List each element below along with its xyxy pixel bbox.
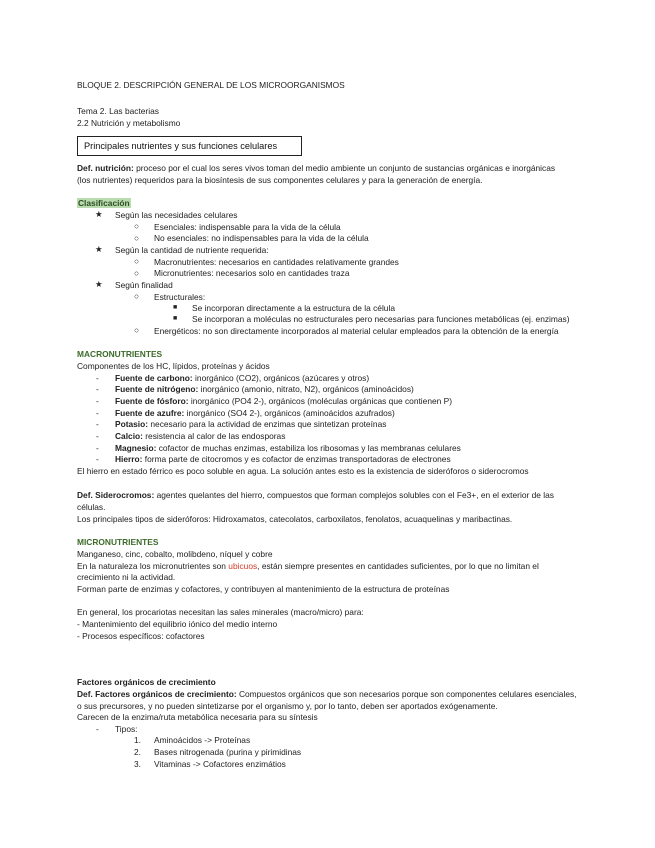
macro-text: resistencia al calor de las endosporas (142, 431, 286, 441)
macro-item-magnesio (115, 443, 461, 453)
square-bullet-icon: ■ (173, 304, 178, 311)
macro-term: Fuente de azufre: (115, 408, 185, 418)
clasificacion-item3: Según finalidad (115, 280, 173, 290)
clasificacion-item2b: Micronutrientes: necesarios solo en cantidades traza (154, 268, 350, 278)
factores-list-item: Bases nitrogenada (purina y pirimidinas (154, 747, 302, 757)
macro-term: Fuente de nitrógeno: (115, 384, 199, 394)
iron-note: El hierro en estado férrico es poco soluble en agua. La solución antes esto es la existencia de sideróforos o siderocromos (77, 466, 529, 476)
dash-bullet-icon: - (96, 408, 99, 418)
clasificacion-item2: Según la cantidad de nutriente requerida: (115, 245, 269, 255)
dash-bullet-icon: - (96, 384, 99, 394)
clasificacion-item1a: Esenciales: indispensable para la vida de la célula (154, 222, 341, 232)
circle-bullet-icon: ○ (134, 291, 140, 301)
macro-term: Magnesio: (115, 443, 157, 453)
factores-def-term: Def. Factores orgánicos de crecimiento: (77, 689, 237, 699)
circle-bullet-icon: ○ (134, 233, 140, 243)
dash-bullet-icon: - (96, 431, 99, 441)
macro-term: Calcio: (115, 431, 143, 441)
micro-line2 (77, 561, 539, 571)
dash-bullet-icon: - (96, 396, 99, 406)
macro-term: Hierro: (115, 454, 143, 464)
macro-item-nitrogeno (115, 384, 414, 394)
macro-text: cofactor de muchas enzimas, estabiliza los ribosomas y las membranas celulares (156, 443, 461, 453)
macro-item-carbono (115, 373, 369, 383)
factores-def-line2: o sus precursores, y no pueden sintetizarse por el organismo y, por lo tanto, deben ser aportados exógenamente. (77, 701, 498, 711)
macro-item-hierro (115, 454, 451, 464)
clasificacion-heading (77, 198, 131, 208)
micro-line6: - Mantenimiento del equilibrio iónico del medio interno (77, 619, 278, 629)
def-sideroforos-text1: agentes quelantes del hierro, compuestos que forman complejos solubles con el Fe3+, en el exterior de las (154, 490, 554, 500)
macro-text: inorgánico (PO4 2-), orgánicos (moléculas orgánicas que contienen P) (188, 396, 453, 406)
def-sideroforos-line3: Los principales tipos de sideróforos: Hidroxamatos, catecolatos, carboxilatos, fenolatos, acuaquelinas y maribactinas. (77, 514, 513, 524)
factores-def-text1: Compuestos orgánicos que son necesarios porque son componentes celulares esenciales, (236, 689, 577, 699)
clasificacion-item3a: Estructurales: (154, 292, 206, 302)
factores-list-num: 1. (134, 735, 141, 745)
def-nutricion-text1: proceso por el cual los seres vivos toman del medio ambiente un conjunto de sustancias orgánicas e inorgánicas (133, 163, 556, 173)
def-sideroforos-line1 (77, 490, 554, 500)
subtema-heading: 2.2 Nutrición y metabolismo (77, 118, 181, 128)
micro-line2-start: En la naturaleza los micronutrientes son (77, 561, 229, 571)
circle-bullet-icon: ○ (134, 325, 140, 335)
def-nutricion-line2: (los nutrientes) requeridos para la biosíntesis de sus componentes celulares y para la generación de energía. (77, 175, 483, 185)
factores-list-item: Aminoácidos -> Proteínas (154, 735, 251, 745)
circle-bullet-icon: ○ (134, 221, 140, 231)
macro-text: necesario para la actividad de enzimas que sintetizan proteínas (148, 419, 387, 429)
micro-ubicuos: ubicuos (228, 561, 258, 571)
factores-list-item: Vitaminas -> Cofactores enzimátios (154, 759, 286, 769)
circle-bullet-icon: ○ (134, 256, 140, 266)
title-box (77, 136, 302, 156)
clasificacion-item1b: No esenciales: no indispensables para la vida de la célula (154, 233, 369, 243)
dash-bullet-icon: - (96, 443, 99, 453)
def-nutricion-line1 (77, 163, 555, 173)
clasificacion-highlight: Clasificación (78, 198, 130, 208)
clasificacion-item3b: Energéticos: no son directamente incorporados al material celular empleados para la obtención de la energía (154, 326, 559, 336)
macro-item-calcio (115, 431, 285, 441)
clasificacion-item1: Según las necesidades celulares (115, 210, 238, 220)
tema-heading: Tema 2. Las bacterias (77, 106, 159, 116)
dash-bullet-icon: - (96, 373, 99, 383)
macro-term: Fuente de fósforo: (115, 396, 189, 406)
macro-item-azufre (115, 408, 395, 418)
clasificacion-item3a2: Se incorporan a moléculas no estructurales pero necesarias para funciones metabólicas (ej. enzimas) (192, 314, 570, 324)
micro-line2-end: , están siempre presentes en cantidades suficientes, por lo que no limitan el (257, 561, 539, 571)
macro-text: inorgánico (amonio, nitrato, N2), orgánicos (aminoácidos) (198, 384, 414, 394)
def-sideroforos-line2: células. (77, 502, 106, 512)
def-sideroforos-term: Def. Siderocromos: (77, 490, 155, 500)
factores-tipos: Tipos: (115, 724, 138, 734)
micro-line1: Manganeso, cinc, cobalto, molibdeno, níquel y cobre (77, 549, 273, 559)
macro-term: Fuente de carbono: (115, 373, 193, 383)
dash-bullet-icon: - (96, 724, 99, 734)
square-bullet-icon: ■ (173, 315, 178, 322)
micro-line3: crecimiento ni la actividad. (77, 572, 176, 582)
macro-text: inorgánico (SO4 2-), orgánicos (aminoácidos azufrados) (184, 408, 395, 418)
micro-line7: - Procesos específicos: cofactores (77, 631, 205, 641)
dash-bullet-icon: - (96, 454, 99, 464)
dash-bullet-icon: - (96, 419, 99, 429)
factores-list-num: 2. (134, 747, 141, 757)
def-nutricion-term: Def. nutrición: (77, 163, 134, 173)
circle-bullet-icon: ○ (134, 268, 140, 278)
micro-line5: En general, los procariotas necesitan las sales minerales (macro/micro) para: (77, 607, 364, 617)
macro-item-fosforo (115, 396, 452, 406)
micro-line4: Forman parte de enzimas y cofactores, y contribuyen al mantenimiento de la estructura de proteínas (77, 584, 450, 594)
micro-heading: MICRONUTRIENTES (77, 537, 159, 547)
factores-line3: Carecen de la enzima/ruta metabólica necesaria para su síntesis (77, 712, 318, 722)
macro-item-potasio (115, 419, 386, 429)
macro-heading: MACRONUTRIENTES (77, 349, 163, 359)
macro-text: inorgánico (CO2), orgánicos (azúcares y otros) (192, 373, 370, 383)
factores-def-line1 (77, 689, 577, 699)
star-icon: ★ (95, 209, 103, 219)
macro-term: Potasio: (115, 419, 149, 429)
bloque-heading: BLOQUE 2. DESCRIPCIÓN GENERAL DE LOS MICROORGANISMOS (77, 80, 345, 90)
star-icon: ★ (95, 279, 103, 289)
factores-list-num: 3. (134, 759, 141, 769)
factores-heading: Factores orgánicos de crecimiento (77, 677, 216, 687)
star-icon: ★ (95, 244, 103, 254)
macro-intro: Componentes de los HC, lípidos, proteínas y ácidos (77, 361, 270, 371)
clasificacion-item3a1: Se incorporan directamente a la estructura de la célula (192, 303, 395, 313)
clasificacion-item2a: Macronutrientes: necesarios en cantidades relativamente grandes (154, 257, 399, 267)
macro-text: forma parte de citocromos y es cofactor de enzimas transportadoras de electrones (142, 454, 451, 464)
title-box-text: Principales nutrientes y sus funciones celulares (84, 141, 278, 151)
